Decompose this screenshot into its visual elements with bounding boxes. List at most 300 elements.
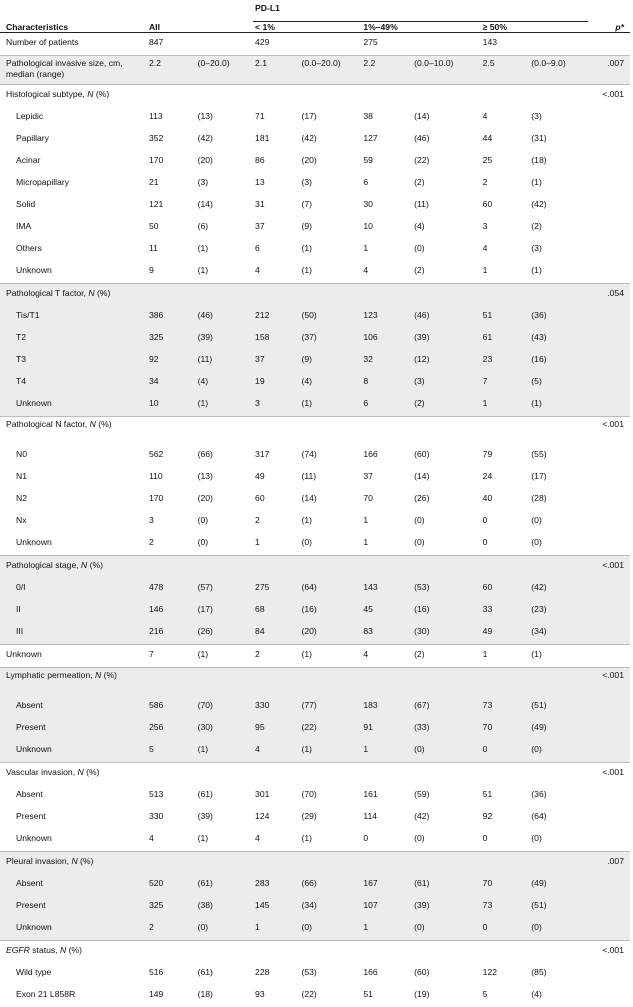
p-value: .007 — [588, 852, 630, 875]
pdl1-mid-count: 45 — [361, 600, 412, 622]
table-row — [0, 556, 630, 579]
p-value — [588, 239, 630, 261]
all-count: 256 — [147, 718, 196, 740]
pdl1-ge50-count: 0 — [481, 918, 530, 941]
pdl1-mid-percent: (0) — [412, 511, 481, 533]
pdl1-ge50-count: 92 — [481, 807, 530, 829]
table-row — [0, 417, 630, 446]
pdl1-ge50-percent — [529, 33, 588, 56]
table-row — [0, 874, 630, 896]
table-row — [0, 306, 630, 328]
row-label: Pathological invasive size, cm, median (range) — [0, 56, 147, 85]
p-value: <.001 — [588, 668, 630, 697]
pdl1-lt1-percent: (1) — [299, 239, 361, 261]
pdl1-mid-count: 166 — [361, 963, 412, 985]
pdl1-mid-percent: (33) — [412, 718, 481, 740]
pdl1-mid-count: 37 — [361, 467, 412, 489]
p-value — [588, 394, 630, 417]
pdl1-ge50-percent: (17) — [529, 467, 588, 489]
pdl1-ge50-count: 0 — [481, 740, 530, 763]
p-value — [588, 578, 630, 600]
pdl1-ge50-count — [481, 556, 530, 579]
pdl1-ge50-count: 143 — [481, 33, 530, 56]
p-value — [588, 173, 630, 195]
pdl1-mid-count: 6 — [361, 173, 412, 195]
pdl1-ge50-percent: (64) — [529, 807, 588, 829]
pdl1-mid-count: 4 — [361, 261, 412, 284]
all-percent: (1) — [196, 394, 253, 417]
pdl1-mid-count: 30 — [361, 195, 412, 217]
all-percent: (4) — [196, 372, 253, 394]
p-value: <.001 — [588, 85, 630, 108]
pdl1-ge50-count: 70 — [481, 874, 530, 896]
pdl1-lt1-count: 4 — [253, 829, 299, 852]
pdl1-mid-percent: (2) — [412, 394, 481, 417]
table-row — [0, 372, 630, 394]
all-count: 5 — [147, 740, 196, 763]
table-row — [0, 578, 630, 600]
all-percent: (66) — [196, 445, 253, 467]
all-count — [147, 417, 196, 446]
pdl1-lt1-percent: (1) — [299, 740, 361, 763]
pdl1-lt1-count: 4 — [253, 740, 299, 763]
pdl1-lt1-count: 71 — [253, 107, 299, 129]
row-label: Exon 21 L858R — [0, 985, 147, 1007]
all-count: 352 — [147, 129, 196, 151]
header-row-2 — [0, 22, 630, 33]
all-count: 170 — [147, 151, 196, 173]
pdl1-lt1-percent: (0.0–20.0) — [299, 56, 361, 85]
pdl1-ge50-percent: (36) — [529, 785, 588, 807]
all-count: 216 — [147, 622, 196, 645]
pdl1-lt1-count: 283 — [253, 874, 299, 896]
pdl1-lt1-count: 68 — [253, 600, 299, 622]
pdl1-mid-count: 1 — [361, 740, 412, 763]
pdl1-lt1-count: 330 — [253, 696, 299, 718]
p-value: <.001 — [588, 763, 630, 786]
pdl1-ge50-count: 7 — [481, 372, 530, 394]
pdl1-lt1-count — [253, 852, 299, 875]
table-row — [0, 740, 630, 763]
p-value — [588, 107, 630, 129]
row-label: Pathological N factor, N (%) — [0, 417, 147, 446]
all-percent — [196, 33, 253, 56]
pdl1-ge50-percent: (28) — [529, 489, 588, 511]
all-percent — [196, 852, 253, 875]
all-percent: (61) — [196, 874, 253, 896]
row-label: Vascular invasion, N (%) — [0, 763, 147, 786]
pdl1-ge50-count: 44 — [481, 129, 530, 151]
all-count: 34 — [147, 372, 196, 394]
p-value — [588, 33, 630, 56]
pdl1-mid-percent: (14) — [412, 467, 481, 489]
all-percent: (39) — [196, 328, 253, 350]
all-count — [147, 668, 196, 697]
all-count: 3 — [147, 511, 196, 533]
pdl1-lt1-percent: (1) — [299, 394, 361, 417]
pdl1-mid-count — [361, 85, 412, 108]
all-percent: (46) — [196, 306, 253, 328]
pdl1-mid-percent: (3) — [412, 372, 481, 394]
pdl1-lt1-percent: (14) — [299, 489, 361, 511]
pdl1-lt1-count: 317 — [253, 445, 299, 467]
pdl1-mid-percent: (0) — [412, 829, 481, 852]
table-row — [0, 696, 630, 718]
pdl1-lt1-count: 301 — [253, 785, 299, 807]
pdl1-ge50-percent — [529, 852, 588, 875]
pdl1-mid-count: 1 — [361, 511, 412, 533]
p-value: <.001 — [588, 941, 630, 964]
all-percent — [196, 417, 253, 446]
p-value — [588, 600, 630, 622]
pdl1-ge50-percent: (3) — [529, 239, 588, 261]
row-label: Tis/T1 — [0, 306, 147, 328]
table-row — [0, 33, 630, 56]
all-count: 478 — [147, 578, 196, 600]
pdl1-lt1-count: 37 — [253, 350, 299, 372]
pdl1-lt1-count: 4 — [253, 261, 299, 284]
all-count: 520 — [147, 874, 196, 896]
pdl1-lt1-count: 3 — [253, 394, 299, 417]
pdl1-mid-count: 183 — [361, 696, 412, 718]
pdl1-mid-percent — [412, 668, 481, 697]
table-row — [0, 284, 630, 307]
all-count: 4 — [147, 829, 196, 852]
pdl1-ge50-count: 1 — [481, 394, 530, 417]
p-value — [588, 195, 630, 217]
table-row — [0, 918, 630, 941]
p-value — [588, 445, 630, 467]
pdl1-ge50-percent: (18) — [529, 151, 588, 173]
all-percent — [196, 284, 253, 307]
p-value — [588, 306, 630, 328]
all-count: 513 — [147, 785, 196, 807]
all-count: 7 — [147, 645, 196, 668]
pdl1-mid-percent: (26) — [412, 489, 481, 511]
pdl1-lt1-percent: (64) — [299, 578, 361, 600]
pdl1-mid-percent — [412, 284, 481, 307]
row-label: Pathological T factor, N (%) — [0, 284, 147, 307]
table-row — [0, 489, 630, 511]
pdl1-lt1-percent: (70) — [299, 785, 361, 807]
table-row — [0, 107, 630, 129]
pdl1-lt1-percent — [299, 941, 361, 964]
pdl1-mid-count — [361, 941, 412, 964]
all-percent — [196, 941, 253, 964]
pdl1-lt1-count: 49 — [253, 467, 299, 489]
table-row — [0, 600, 630, 622]
pdl1-mid-count: 4 — [361, 645, 412, 668]
pdl1-ge50-count: 24 — [481, 467, 530, 489]
pdl1-mid-count — [361, 284, 412, 307]
row-label: III — [0, 622, 147, 645]
row-label: Present — [0, 718, 147, 740]
pdl1-mid-count: 32 — [361, 350, 412, 372]
pdl1-ge50-percent: (0) — [529, 511, 588, 533]
pdl1-ge50-count: 1 — [481, 645, 530, 668]
row-label: Papillary — [0, 129, 147, 151]
p-value — [588, 918, 630, 941]
row-label: Unknown — [0, 829, 147, 852]
row-label: Absent — [0, 785, 147, 807]
pdl1-ge50-percent: (42) — [529, 578, 588, 600]
pdl1-ge50-percent: (51) — [529, 696, 588, 718]
row-label: Absent — [0, 696, 147, 718]
pdl1-mid-percent: (11) — [412, 195, 481, 217]
all-percent: (1) — [196, 740, 253, 763]
pdl1-ge50-count: 49 — [481, 622, 530, 645]
all-percent: (13) — [196, 107, 253, 129]
p-value — [588, 511, 630, 533]
pdl1-lt1-count — [253, 941, 299, 964]
pdl1-lt1-percent: (9) — [299, 217, 361, 239]
pdl1-ge50-percent: (0.0–9.0) — [529, 56, 588, 85]
pdl1-ge50-count: 60 — [481, 195, 530, 217]
row-label: N0 — [0, 445, 147, 467]
pdl1-lt1-count: 6 — [253, 239, 299, 261]
pdl1-ge50-count: 25 — [481, 151, 530, 173]
pdl1-mid-percent: (59) — [412, 785, 481, 807]
pdl1-lt1-count — [253, 556, 299, 579]
pdl1-ge50-count — [481, 763, 530, 786]
pdl1-lt1-count: 1 — [253, 918, 299, 941]
pdl1-mid-percent: (4) — [412, 217, 481, 239]
all-percent: (0) — [196, 511, 253, 533]
p-value — [588, 217, 630, 239]
all-percent: (20) — [196, 489, 253, 511]
pdl1-mid-count: 107 — [361, 896, 412, 918]
table-row — [0, 85, 630, 108]
pdl1-ge50-percent: (16) — [529, 350, 588, 372]
pdl1-ge50-count — [481, 284, 530, 307]
pdl1-lt1-count: 1 — [253, 533, 299, 556]
pdl1-lt1-percent: (1) — [299, 261, 361, 284]
all-percent: (61) — [196, 785, 253, 807]
pdl1-ge50-count — [481, 668, 530, 697]
pdl1-lt1-count: 158 — [253, 328, 299, 350]
pdl1-ge50-percent: (0) — [529, 740, 588, 763]
table-row — [0, 985, 630, 1007]
all-percent: (18) — [196, 985, 253, 1007]
pdl1-ge50-percent: (49) — [529, 874, 588, 896]
all-count: 170 — [147, 489, 196, 511]
pdl1-ge50-count: 79 — [481, 445, 530, 467]
all-percent — [196, 763, 253, 786]
table-row — [0, 852, 630, 875]
pdl1-ge50-percent: (43) — [529, 328, 588, 350]
pdl1-mid-percent: (61) — [412, 874, 481, 896]
pdl1-mid-count: 51 — [361, 985, 412, 1007]
pdl1-mid-percent: (14) — [412, 107, 481, 129]
pdl1-lt1-percent: (50) — [299, 306, 361, 328]
pdl1-ge50-count — [481, 417, 530, 446]
p-value — [588, 645, 630, 668]
pdl1-lt1-count: 37 — [253, 217, 299, 239]
table-row — [0, 533, 630, 556]
pdl1-lt1-count: 31 — [253, 195, 299, 217]
pdl1-ge50-percent: (1) — [529, 645, 588, 668]
all-count: 21 — [147, 173, 196, 195]
pdl1-lt1-percent: (1) — [299, 645, 361, 668]
pdl1-ge50-percent — [529, 284, 588, 307]
all-percent: (13) — [196, 467, 253, 489]
pdl1-lt1-count: 124 — [253, 807, 299, 829]
pdl1-lt1-count: 13 — [253, 173, 299, 195]
pdl1-ge50-count — [481, 852, 530, 875]
pdl1-mid-count: 1 — [361, 533, 412, 556]
pdl1-ge50-percent — [529, 668, 588, 697]
row-label: T4 — [0, 372, 147, 394]
pdl1-ge50-count: 122 — [481, 963, 530, 985]
pdl1-lt1-header: < 1% — [253, 22, 299, 33]
pdl1-mid-percent — [412, 556, 481, 579]
all-percent: (30) — [196, 718, 253, 740]
p-value — [588, 489, 630, 511]
pdl1-lt1-percent: (4) — [299, 372, 361, 394]
pdl1-mid-percent: (0) — [412, 740, 481, 763]
pdl1-lt1-percent: (66) — [299, 874, 361, 896]
pdl1-lt1-percent: (20) — [299, 151, 361, 173]
table-row — [0, 195, 630, 217]
p-value — [588, 533, 630, 556]
row-label: Acinar — [0, 151, 147, 173]
pdl1-mid-count: 1 — [361, 239, 412, 261]
all-count — [147, 556, 196, 579]
pdl1-ge50-count: 73 — [481, 696, 530, 718]
all-count: 146 — [147, 600, 196, 622]
all-count — [147, 284, 196, 307]
pdl1-mid-count: 1 — [361, 918, 412, 941]
pdl1-mid-count: 8 — [361, 372, 412, 394]
pdl1-mid-count: 114 — [361, 807, 412, 829]
pdl1-mid-percent: (2) — [412, 261, 481, 284]
all-count: 113 — [147, 107, 196, 129]
pdl1-mid-percent — [412, 852, 481, 875]
row-label: Histological subtype, N (%) — [0, 85, 147, 108]
pdl1-lt1-count — [253, 417, 299, 446]
all-count: 330 — [147, 807, 196, 829]
pdl1-mid-count — [361, 556, 412, 579]
pdl1-ge50-percent: (55) — [529, 445, 588, 467]
pdl1-mid-percent: (46) — [412, 306, 481, 328]
pdl1-mid-count: 83 — [361, 622, 412, 645]
pdl1-ge50-percent: (1) — [529, 261, 588, 284]
pdl1-lt1-percent: (42) — [299, 129, 361, 151]
pdl1-mid-count — [361, 852, 412, 875]
pdl1-mid-count: 143 — [361, 578, 412, 600]
pdl1-lt1-percent: (0) — [299, 918, 361, 941]
pdl1-mid-percent: (22) — [412, 151, 481, 173]
pdl1-lt1-count: 429 — [253, 33, 299, 56]
table-row — [0, 151, 630, 173]
pdl1-lt1-count: 60 — [253, 489, 299, 511]
all-percent: (6) — [196, 217, 253, 239]
pdl1-lt1-percent — [299, 852, 361, 875]
pdl1-lt1-percent: (0) — [299, 533, 361, 556]
table-body — [0, 33, 630, 1007]
row-label: Unknown — [0, 533, 147, 556]
all-percent: (14) — [196, 195, 253, 217]
row-label: Others — [0, 239, 147, 261]
p-value — [588, 963, 630, 985]
pdl1-lt1-count — [253, 85, 299, 108]
row-label: T2 — [0, 328, 147, 350]
all-percent: (17) — [196, 600, 253, 622]
table-row — [0, 239, 630, 261]
row-label: Pleural invasion, N (%) — [0, 852, 147, 875]
pdl1-lt1-percent: (1) — [299, 829, 361, 852]
all-count: 2.2 — [147, 56, 196, 85]
pdl1-lt1-count: 84 — [253, 622, 299, 645]
p-value: <.001 — [588, 417, 630, 446]
pdl1-ge50-count — [481, 941, 530, 964]
pdl1-mid-count: 59 — [361, 151, 412, 173]
all-count: 110 — [147, 467, 196, 489]
table-row — [0, 173, 630, 195]
pdl1-mid-count: 106 — [361, 328, 412, 350]
table-row — [0, 328, 630, 350]
pdl1-ge50-percent: (0) — [529, 918, 588, 941]
all-count — [147, 941, 196, 964]
p-value: .007 — [588, 56, 630, 85]
pdl1-ge50-percent — [529, 941, 588, 964]
pdl1-ge50-percent: (0) — [529, 829, 588, 852]
pdl1-ge50-percent: (36) — [529, 306, 588, 328]
pdl1-mid-count: 91 — [361, 718, 412, 740]
pdl1-lt1-count: 19 — [253, 372, 299, 394]
pdl1-ge50-count: 70 — [481, 718, 530, 740]
pdl1-lt1-percent: (29) — [299, 807, 361, 829]
row-label: Unknown — [0, 394, 147, 417]
p-value — [588, 740, 630, 763]
row-label: EGFR status, N (%) — [0, 941, 147, 964]
pdl1-mid-count: 161 — [361, 785, 412, 807]
p-value: .054 — [588, 284, 630, 307]
row-label: IMA — [0, 217, 147, 239]
all-percent: (3) — [196, 173, 253, 195]
all-count — [147, 763, 196, 786]
row-label: Nx — [0, 511, 147, 533]
all-percent: (1) — [196, 829, 253, 852]
pdl1-mid-percent: (53) — [412, 578, 481, 600]
pdl1-lt1-percent — [299, 417, 361, 446]
pdl1-lt1-percent: (17) — [299, 107, 361, 129]
all-percent: (20) — [196, 151, 253, 173]
pdl1-ge50-count: 2.5 — [481, 56, 530, 85]
all-count — [147, 852, 196, 875]
row-label: Unknown — [0, 645, 147, 668]
all-percent: (0) — [196, 533, 253, 556]
pdl1-mid-percent: (39) — [412, 896, 481, 918]
all-count: 11 — [147, 239, 196, 261]
p-value-header: p* — [588, 22, 630, 33]
pdl1-mid-count — [361, 417, 412, 446]
all-header: All — [147, 22, 196, 33]
pdl1-lt1-percent: (20) — [299, 622, 361, 645]
pdl1-lt1-percent: (22) — [299, 985, 361, 1007]
pdl1-mid-percent: (12) — [412, 350, 481, 372]
pdl1-ge50-percent: (2) — [529, 217, 588, 239]
all-count: 10 — [147, 394, 196, 417]
p-value — [588, 985, 630, 1007]
all-percent: (39) — [196, 807, 253, 829]
all-percent: (1) — [196, 239, 253, 261]
pdl1-lt1-percent: (34) — [299, 896, 361, 918]
header-row-1 — [0, 0, 630, 22]
all-percent: (26) — [196, 622, 253, 645]
all-percent — [196, 556, 253, 579]
pdl1-lt1-count: 95 — [253, 718, 299, 740]
